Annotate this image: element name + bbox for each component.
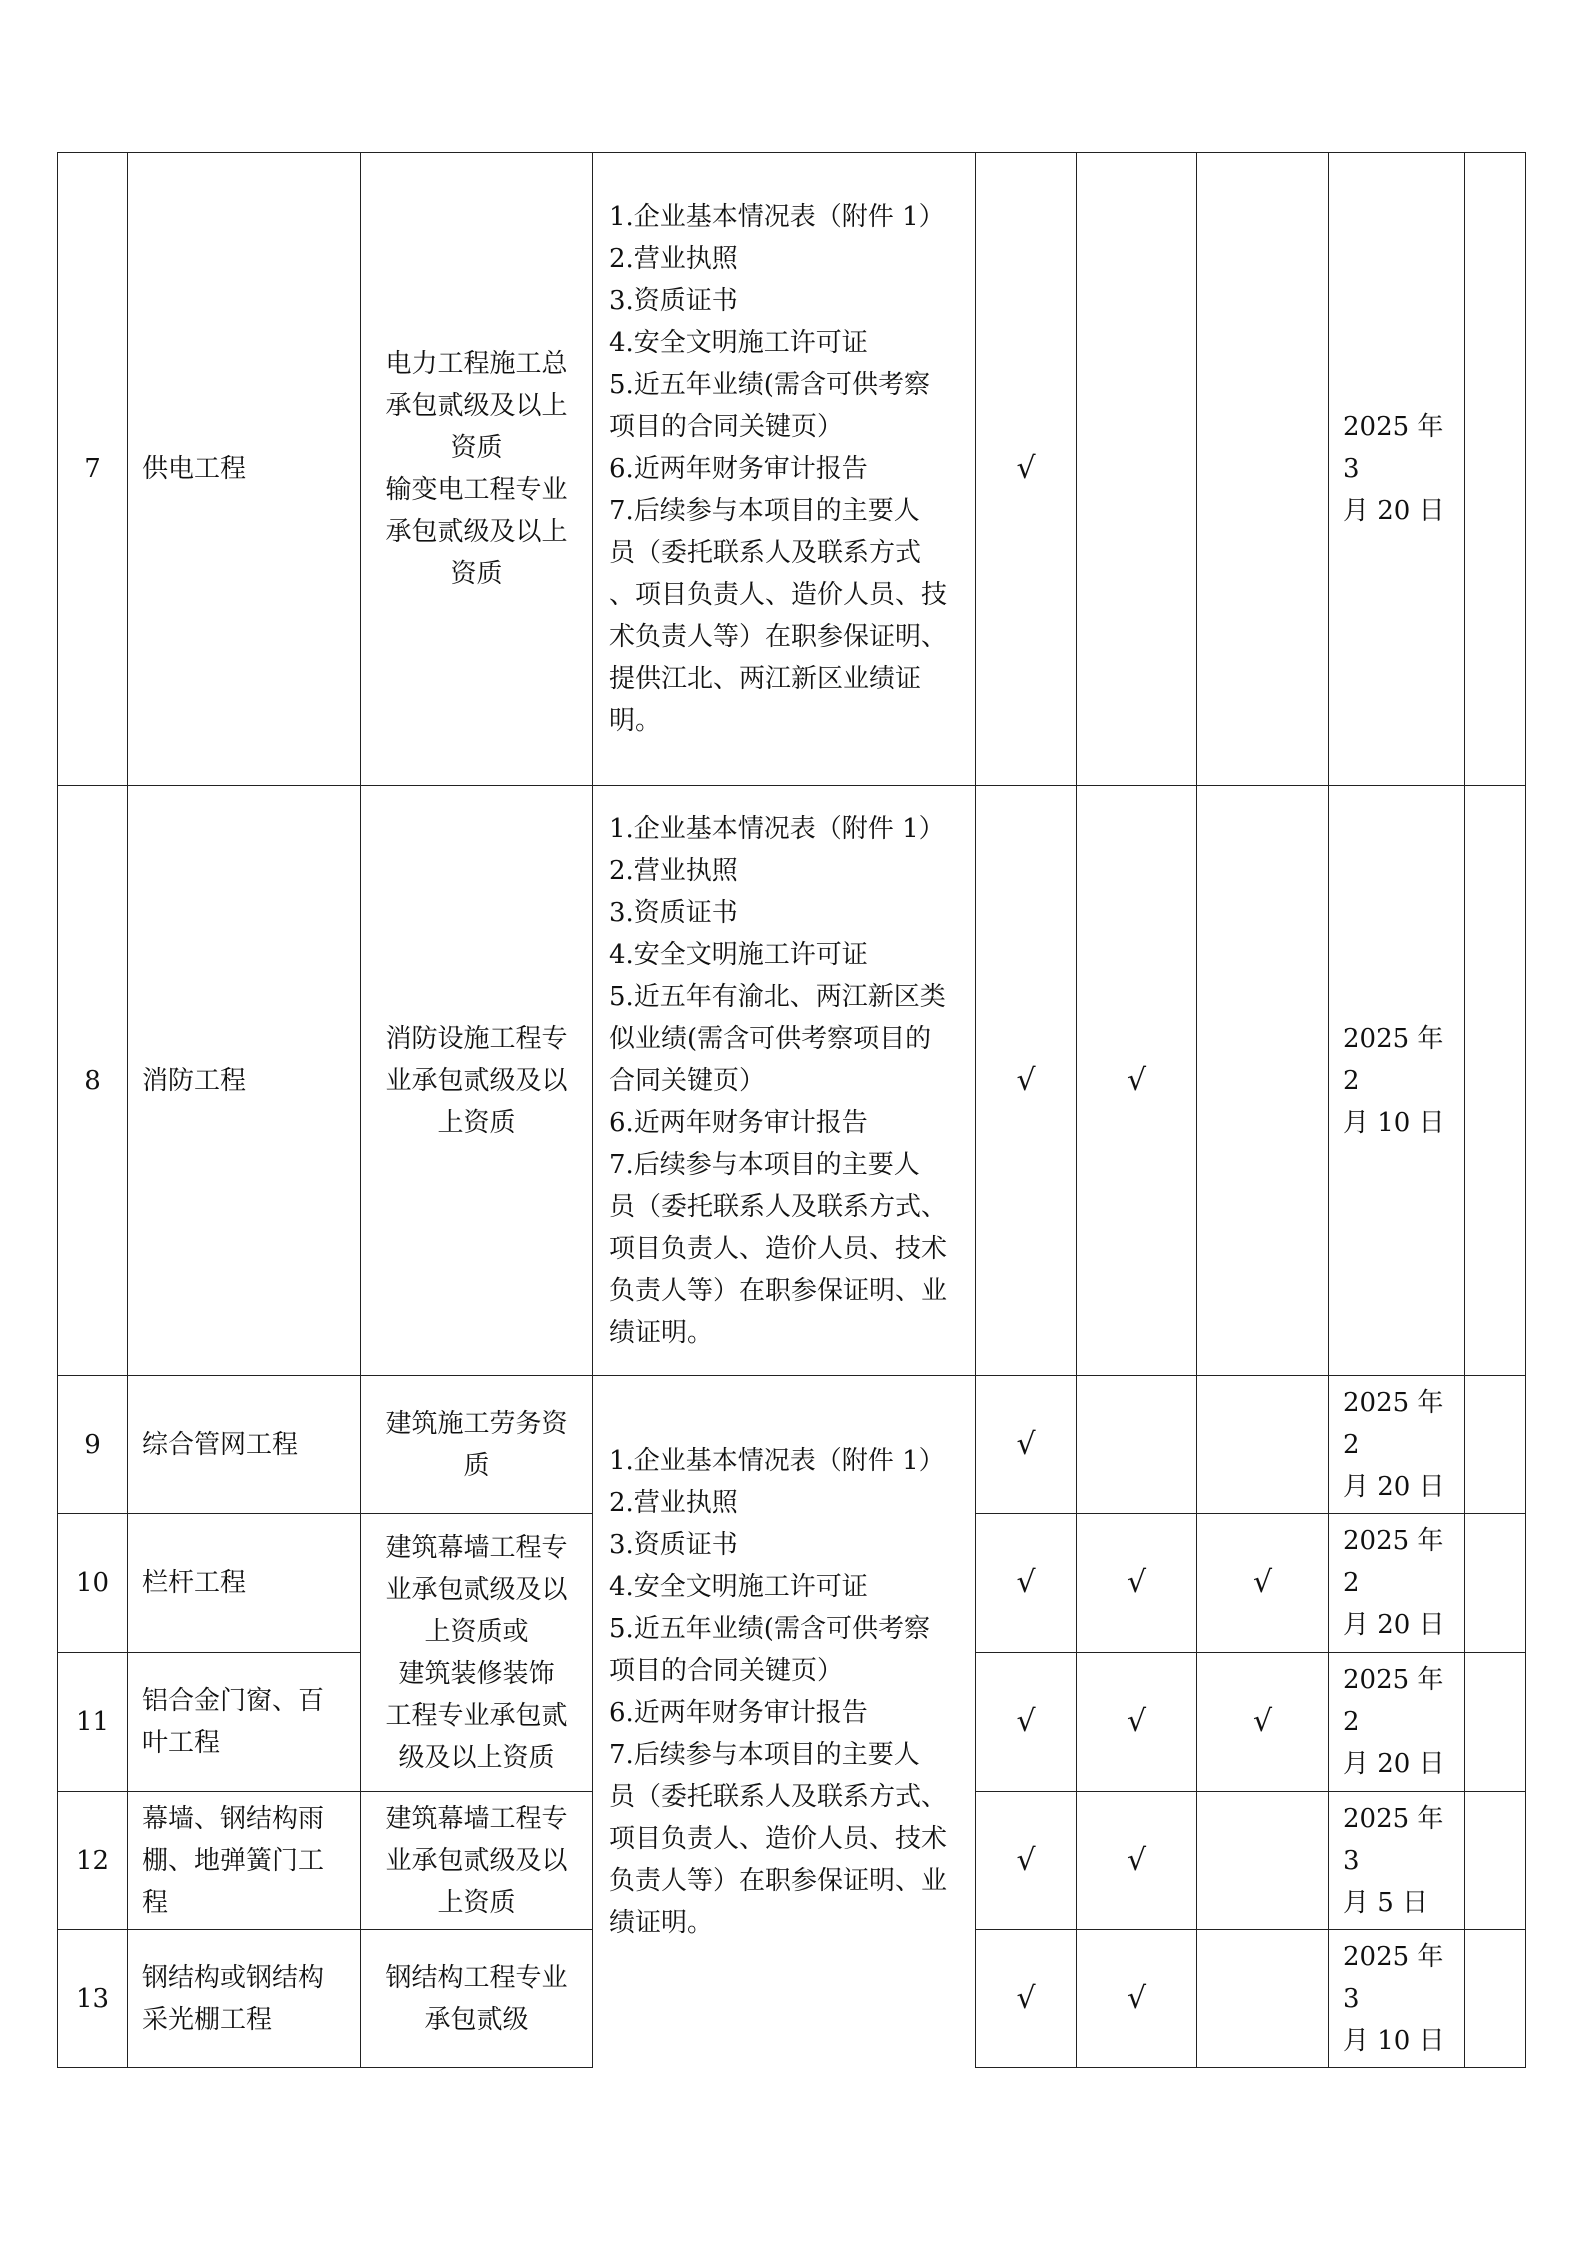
qualification: 钢结构工程专业 承包贰级: [361, 1930, 593, 2068]
project-name: 消防工程: [128, 786, 361, 1376]
required-materials-merged: 1.企业基本情况表（附件 1） 2.营业执照 3.资质证书 4.安全文明施工许可证 5.近五年业绩(需含可供考察 项目的合同关键页） 6.近两年财务审计报告 7.后续参与本项目的主要人 员（委托联系人及联系方式、 项目负责人、造价人员、技术 负责人等）在职参保证明、业 绩证明。: [593, 1376, 976, 2068]
check-cell: [1077, 1376, 1197, 1514]
project-name: 栏杆工程: [128, 1514, 361, 1653]
deadline-date: 2025 年 2 月 20 日: [1329, 1376, 1465, 1514]
row-number: 13: [58, 1930, 128, 2068]
check-cell: √: [976, 1792, 1077, 1930]
row-number: 8: [58, 786, 128, 1376]
check-cell: √: [976, 1930, 1077, 2068]
qualification-merged: 建筑幕墙工程专 业承包贰级及以 上资质或 建筑装修装饰 工程专业承包贰 级及以上资质: [361, 1514, 593, 1792]
document-page: [57, 152, 1526, 2068]
check-cell: √: [976, 1514, 1077, 1653]
check-cell: √: [976, 1653, 1077, 1792]
qualification: 消防设施工程专 业承包贰级及以 上资质: [361, 786, 593, 1376]
deadline-date: 2025 年 3 月 10 日: [1329, 1930, 1465, 2068]
blank-cell: [1465, 1376, 1526, 1514]
check-cell: [1077, 153, 1197, 786]
project-name: 幕墙、钢结构雨 棚、地弹簧门工 程: [128, 1792, 361, 1930]
deadline-date: 2025 年 2 月 20 日: [1329, 1653, 1465, 1792]
check-cell: [1197, 1930, 1329, 2068]
blank-cell: [1465, 786, 1526, 1376]
check-cell: [1197, 1792, 1329, 1930]
table-row: [58, 1376, 1526, 1514]
blank-cell: [1465, 1653, 1526, 1792]
check-cell: √: [1197, 1653, 1329, 1792]
blank-cell: [1465, 1930, 1526, 2068]
qualification: 电力工程施工总 承包贰级及以上 资质 输变电工程专业 承包贰级及以上 资质: [361, 153, 593, 786]
required-materials: 1.企业基本情况表（附件 1） 2.营业执照 3.资质证书 4.安全文明施工许可证 5.近五年业绩(需含可供考察 项目的合同关键页） 6.近两年财务审计报告 7.后续参与本项目的主要人 员（委托联系人及联系方式 、项目负责人、造价人员、技 术负责人等）在职参保证明、 提供江北、两江新区业绩证 明。: [593, 153, 976, 786]
row-number: 11: [58, 1653, 128, 1792]
blank-cell: [1465, 1514, 1526, 1653]
check-cell: √: [976, 786, 1077, 1376]
blank-cell: [1465, 153, 1526, 786]
project-name: 铝合金门窗、百 叶工程: [128, 1653, 361, 1792]
deadline-date: 2025 年 2 月 20 日: [1329, 1514, 1465, 1653]
table-row: [58, 153, 1526, 786]
row-number: 9: [58, 1376, 128, 1514]
check-cell: [1197, 786, 1329, 1376]
check-cell: √: [1077, 1653, 1197, 1792]
check-cell: √: [1077, 1514, 1197, 1653]
check-cell: √: [1077, 1930, 1197, 2068]
table-row: [58, 786, 1526, 1376]
project-name: 钢结构或钢结构 采光棚工程: [128, 1930, 361, 2068]
check-cell: √: [1077, 1792, 1197, 1930]
deadline-date: 2025 年 2 月 10 日: [1329, 786, 1465, 1376]
project-name: 供电工程: [128, 153, 361, 786]
required-materials: 1.企业基本情况表（附件 1） 2.营业执照 3.资质证书 4.安全文明施工许可证 5.近五年有渝北、两江新区类 似业绩(需含可供考察项目的 合同关键页） 6.近两年财务审计报告 7.后续参与本项目的主要人 员（委托联系人及联系方式、 项目负责人、造价人员、技术 负责人等）在职参保证明、业 绩证明。: [593, 786, 976, 1376]
blank-cell: [1465, 1792, 1526, 1930]
check-cell: [1197, 153, 1329, 786]
row-number: 10: [58, 1514, 128, 1653]
check-cell: √: [976, 153, 1077, 786]
deadline-date: 2025 年 3 月 5 日: [1329, 1792, 1465, 1930]
qualification: 建筑幕墙工程专 业承包贰级及以 上资质: [361, 1792, 593, 1930]
project-name: 综合管网工程: [128, 1376, 361, 1514]
qualification: 建筑施工劳务资 质: [361, 1376, 593, 1514]
row-number: 7: [58, 153, 128, 786]
row-number: 12: [58, 1792, 128, 1930]
check-cell: √: [976, 1376, 1077, 1514]
requirements-table: [57, 152, 1526, 2068]
check-cell: [1197, 1376, 1329, 1514]
check-cell: √: [1197, 1514, 1329, 1653]
check-cell: √: [1077, 786, 1197, 1376]
deadline-date: 2025 年 3 月 20 日: [1329, 153, 1465, 786]
